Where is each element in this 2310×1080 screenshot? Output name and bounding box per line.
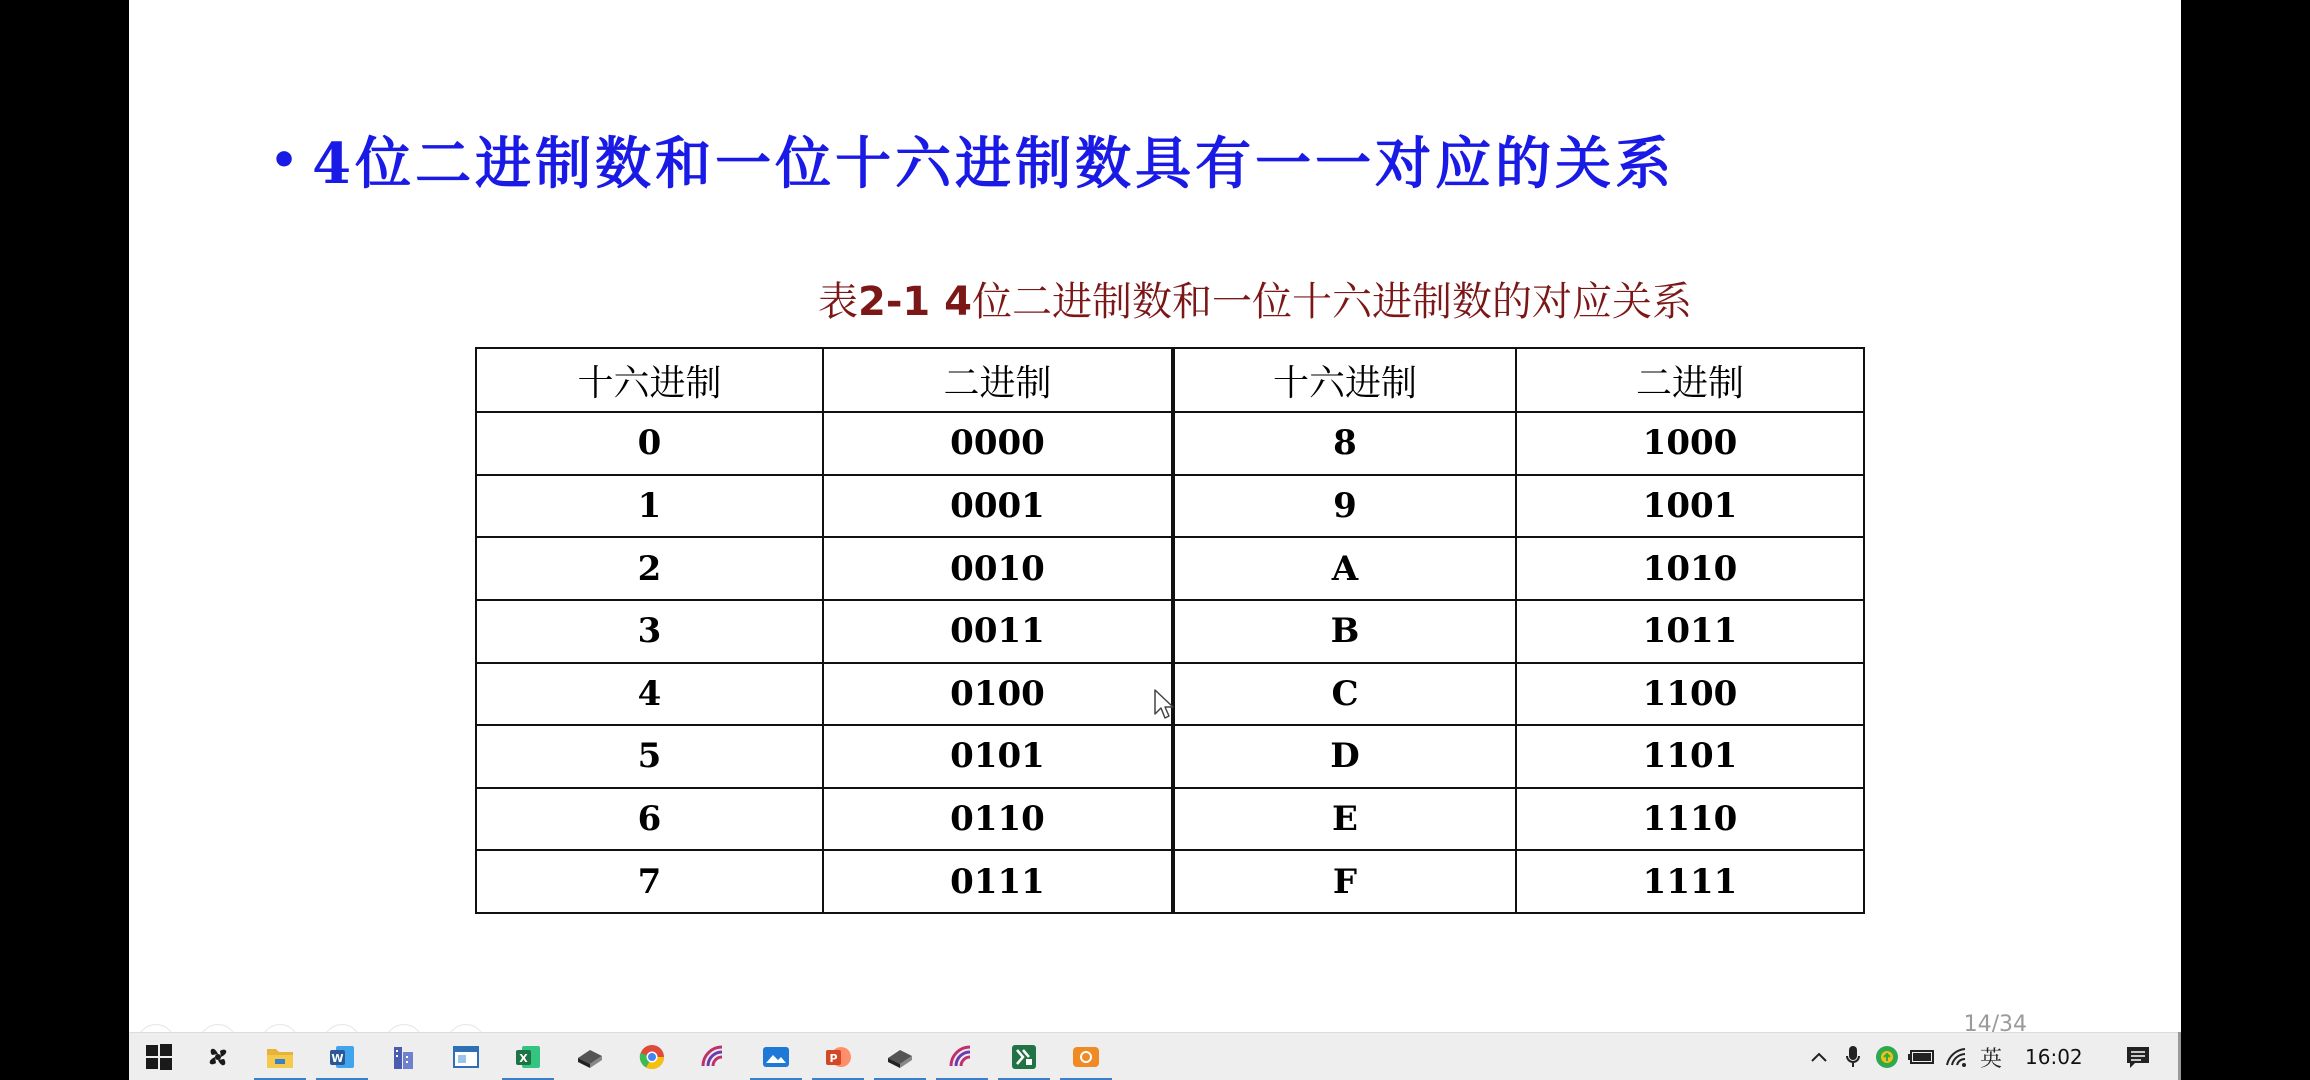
binary-cell: 1010 [1516,537,1864,600]
binary-cell: 1100 [1516,663,1864,726]
header-binary-1: 二进制 [823,348,1173,412]
word-icon[interactable] [326,1041,358,1073]
table-row [476,412,1864,475]
slide-bullet-heading [270,120,1675,200]
hex-cell: 9 [1173,475,1516,538]
update-status-icon[interactable] [1873,1041,1901,1073]
ghost-control [199,1024,237,1032]
caption-number: 2-1 4 [857,279,973,325]
binary-cell: 0110 [823,788,1173,851]
windows-taskbar [129,1032,2181,1080]
excel-icon[interactable] [512,1041,544,1073]
fan-app-icon[interactable] [202,1041,234,1073]
binary-cell: 1110 [1516,788,1864,851]
taskbar-clock[interactable]: 16:02 [2025,1045,2083,1069]
building-app-icon[interactable] [388,1041,420,1073]
window-app-icon[interactable] [450,1041,482,1073]
faint-slide-controls [137,1024,485,1032]
ime-language-indicator[interactable]: 英 [1979,1046,2002,1072]
hex-cell: 4 [476,663,823,726]
table-row [476,537,1864,600]
table-row [476,475,1864,538]
ghost-control [323,1024,361,1032]
hex-cell: 8 [1173,412,1516,475]
hex-cell: 3 [476,600,823,663]
header-binary-2: 二进制 [1516,348,1864,412]
mouse-cursor-icon [1153,688,1175,720]
binary-cell: 0000 [823,412,1173,475]
hex-cell: E [1173,788,1516,851]
ghost-control [137,1024,175,1032]
binary-cell: 0111 [823,850,1173,913]
hex-cell: F [1173,850,1516,913]
binary-cell: 1001 [1516,475,1864,538]
caption-prefix: 表 [817,279,858,325]
hex-cell: 5 [476,725,823,788]
hex-cell: 0 [476,412,823,475]
presentation-slide [129,0,2181,1032]
battery-icon[interactable] [1907,1041,1937,1073]
table-caption [129,270,2181,326]
table-row [476,600,1864,663]
book-app-icon[interactable] [574,1041,606,1073]
binary-cell: 1011 [1516,600,1864,663]
svg-text:P: P [829,1052,838,1065]
binary-cell: 0100 [823,663,1173,726]
ghost-control [447,1024,485,1032]
svg-text:X: X [519,1052,528,1065]
microphone-icon[interactable] [1841,1041,1865,1073]
signal-app-icon[interactable] [698,1041,730,1073]
binary-cell: 1000 [1516,412,1864,475]
table-row [476,788,1864,851]
file-explorer-icon[interactable] [264,1041,296,1073]
table-row [476,850,1864,913]
image-viewer-icon[interactable] [760,1041,792,1073]
hex-cell: C [1173,663,1516,726]
header-hex-2: 十六进制 [1173,348,1516,412]
svg-text:W: W [331,1052,344,1065]
hex-cell: B [1173,600,1516,663]
header-hex-1: 十六进制 [476,348,823,412]
binary-cell: 0101 [823,725,1173,788]
ghost-control [385,1024,423,1032]
spreadsheet-app-icon[interactable] [1008,1041,1040,1073]
heading-text: 4位二进制数和一位十六进制数具有一一对应的关系 [312,131,1676,197]
binary-cell: 1111 [1516,850,1864,913]
hex-cell: D [1173,725,1516,788]
taskbar-edge [2178,1032,2181,1080]
caption-text: 位二进制数和一位十六进制数的对应关系 [972,279,1693,325]
hex-cell: A [1173,537,1516,600]
binary-cell: 1101 [1516,725,1864,788]
wifi-icon[interactable] [1943,1041,1971,1073]
ghost-control [261,1024,299,1032]
hex-cell: 7 [476,850,823,913]
chrome-icon[interactable] [636,1041,668,1073]
hex-cell: 6 [476,788,823,851]
hex-cell: 1 [476,475,823,538]
tray-overflow-chevron-icon[interactable] [1807,1041,1831,1073]
binary-cell: 0011 [823,600,1173,663]
page-indicator: 14/34 [1963,1012,2027,1032]
bullet-icon: • [270,134,299,186]
binary-cell: 0001 [823,475,1173,538]
windows-start-icon[interactable] [143,1041,175,1073]
binary-cell: 0010 [823,537,1173,600]
hex-binary-table [475,347,1865,914]
powerpoint-icon[interactable] [822,1041,854,1073]
signal-app-2-icon[interactable] [946,1041,978,1073]
notification-center-icon[interactable] [2123,1041,2153,1073]
orange-app-icon[interactable] [1070,1041,1102,1073]
table-row [476,725,1864,788]
table-header-row [476,348,1864,412]
book-app-2-icon[interactable] [884,1041,916,1073]
hex-cell: 2 [476,537,823,600]
